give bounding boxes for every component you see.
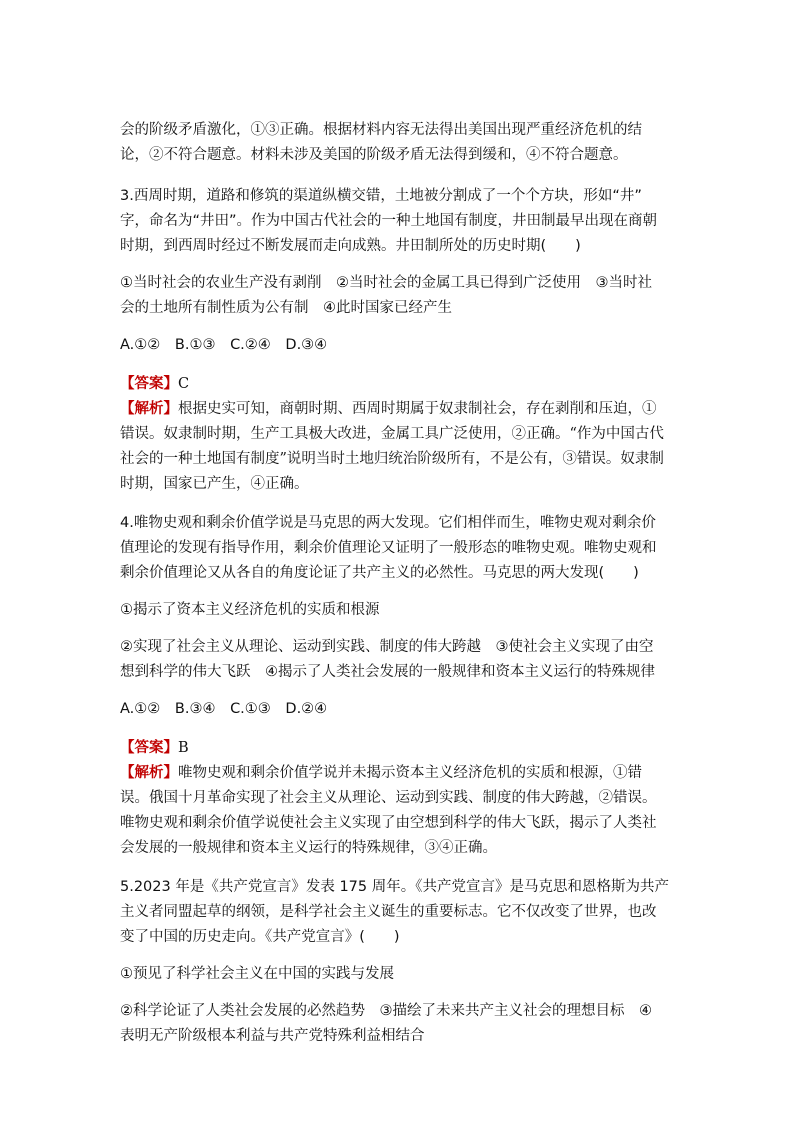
question-4-analysis [120,760,680,861]
text-line: 【解析】根据史实可知，商朝时期、西周时期属于奴隶制社会，存在剥削和压迫，① [120,400,657,417]
text-line: ②科学论证了人类社会发展的必然趋势 ③描绘了未来共产主义社会的理想目标 ④ [120,1003,652,1019]
text-line: 社会的一种土地国有制度”说明当时土地归统治阶级所有，不是公有，③错误。奴隶制 [120,451,664,467]
answer-tag: 【答案】 [120,375,178,392]
choice-b: B.①③ [174,337,216,353]
question-4-stem [120,511,680,586]
text-line: ②实现了社会主义从理论、运动到实践、制度的伟大跨越 ③使社会主义实现了由空 [120,639,654,655]
choice-d: D.③④ [285,337,328,353]
text-line: 【解析】唯物史观和剩余价值学说并未揭示资本主义经济危机的实质和根源，①错 [120,764,642,781]
text-line: 时期，国家已产生，④正确。 [120,476,309,492]
text-line: 主义者同盟起草的纲领，是科学社会主义诞生的重要标志。它不仅改变了世界，也改 [120,904,657,920]
answer-value: B [178,740,189,756]
answer-value: C [178,376,190,392]
question-5-stem [120,875,680,950]
text-line: 唯物史观和剩余价值学说使社会主义实现了由空想到科学的伟大飞跃，揭示了人类社 [120,815,657,831]
text-line: 会的土地所有制性质为公有制 ④此时国家已经产生 [120,300,452,316]
text-line: 论，②不符合题意。材料未涉及美国的阶级矛盾无法得到缓和，④不符合题意。 [120,147,628,163]
choice-c: C.①③ [230,701,271,717]
question-4-choices [120,697,680,722]
answer-tag: 【答案】 [120,739,178,756]
question-4-option-1 [120,598,680,623]
text-line: 剩余价值理论又从各自的角度论证了共产主义的必然性。马克思的两大发现( ) [120,565,639,581]
text-line: 3.西周时期，道路和修筑的渠道纵横交错，土地被分割成了一个个方块，形如“井” [120,188,642,204]
text-line: 字，命名为“井田”。作为中国古代社会的一种土地国有制度，井田制最早出现在商朝 [120,213,658,229]
question-5-option-1 [120,962,680,987]
question-3-stem [120,184,680,259]
text-line: 想到科学的伟大飞跃 ④揭示了人类社会发展的一般规律和资本主义运行的特殊规律 [120,664,655,680]
analysis-tag: 【解析】 [120,764,178,781]
question-4-answer [120,736,680,760]
text-line: 时期，到西周时经过不断发展而走向成熟。井田制所处的历史时期( ) [120,238,581,254]
previous-analysis-continuation [120,118,680,168]
page-content [120,118,680,1061]
text-line: ①预见了科学社会主义在中国的实践与发展 [120,966,394,982]
choice-d: D.②④ [285,701,328,717]
question-5-options [120,999,680,1049]
choice-a: A.①② [120,337,161,353]
analysis-tag: 【解析】 [120,400,178,417]
text-line: 5.2023 年是《共产党宣言》发表 175 周年。《共产党宣言》是马克思和恩格斯为共产 [120,879,669,895]
text-line: ①当时社会的农业生产没有剥削 ②当时社会的金属工具已得到广泛使用 ③当时社 [120,275,652,291]
text-line: 变了中国的历史走向。《共产党宣言》( ) [120,929,400,945]
text-line: 误。俄国十月革命实现了社会主义从理论、运动到实践、制度的伟大跨越，②错误。 [120,790,657,806]
question-3-answer [120,372,680,396]
text-line: ①揭示了资本主义经济危机的实质和根源 [120,602,380,618]
question-3-analysis [120,396,680,497]
question-3-choices [120,333,680,358]
question-3-options [120,271,680,321]
text-line: 值理论的发现有指导作用，剩余价值理论又证明了一般形态的唯物史观。唯物史观和 [120,540,657,556]
choice-a: A.①② [120,701,161,717]
text-line: 错误。奴隶制时期，生产工具极大改进，金属工具广泛使用，②正确。“作为中国古代 [120,426,664,442]
question-4-options [120,635,680,685]
choice-c: C.②④ [230,337,271,353]
text-line: 表明无产阶级根本利益与共产党特殊利益相结合 [120,1028,425,1044]
choice-b: B.③④ [174,701,216,717]
text-line: 会发展的一般规律和资本主义运行的特殊规律，③④正确。 [120,840,497,856]
text-line: 会的阶级矛盾激化，①③正确。根据材料内容无法得出美国出现严重经济危机的结 [120,122,642,138]
text-line: 4.唯物史观和剩余价值学说是马克思的两大发现。它们相伴而生，唯物史观对剩余价 [120,515,656,531]
